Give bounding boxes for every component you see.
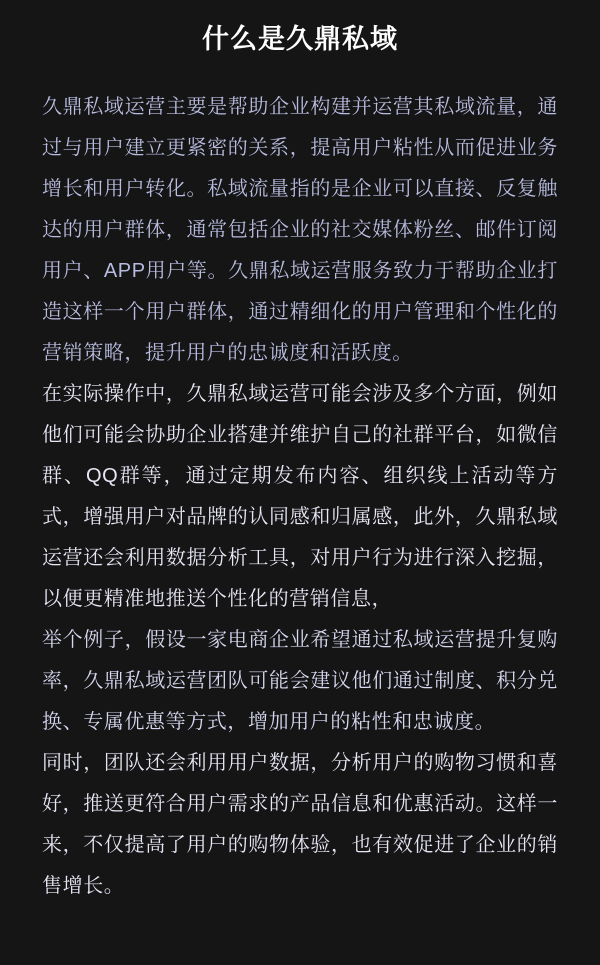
paragraph: 举个例子，假设一家电商企业希望通过私域运营提升复购率，久鼎私域运营团队可能会建议他们通过制度、积分兑换、专属优惠等方式，增加用户的粘性和忠诚度。 [42, 629, 558, 734]
paragraph: 久鼎私域运营主要是帮助企业构建并运营其私域流量，通过与用户建立更紧密的关系，提高用户粘性从而促进业务增长和用户转化。私域流量指的是企业可以直接、反复触达的用户群体，通常包括企业的社交媒体粉丝、邮件订阅用户、APP用户等。久鼎私域运营服务致力于帮助企业打造这样一个用户群体，通过精细化的用户管理和个性化的营销策略，提升用户的忠诚度和活跃度。 [42, 96, 558, 365]
article-body [0, 71, 600, 907]
paragraph: 在实际操作中，久鼎私域运营可能会涉及多个方面，例如他们可能会协助企业搭建并维护自己的社群平台，如微信群、QQ群等，通过定期发布内容、组织线上活动等方式，增强用户对品牌的认同感和归属感，此外，久鼎私域运营还会利用数据分析工具，对用户行为进行深入挖掘，以便更精准地推送个性化的营销信息， [42, 383, 558, 611]
paragraph: 同时，团队还会利用用户数据，分析用户的购物习惯和喜好，推送更符合用户需求的产品信息和优惠活动。这样一来，不仅提高了用户的购物体验，也有效促进了企业的销售增长。 [42, 752, 558, 898]
page-title: 什么是久鼎私域 [202, 24, 398, 54]
